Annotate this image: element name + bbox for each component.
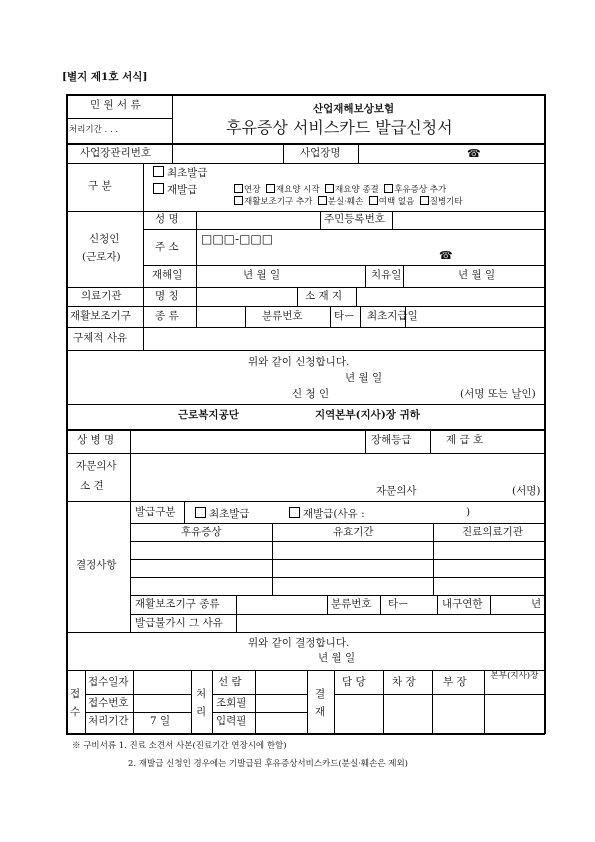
class-no-prefix: 타ー [334,310,355,322]
reason-symptom-add[interactable]: 후유증상 추가 [384,185,446,195]
rrn-label: 주민등록번호 [324,213,385,225]
cure-date-field[interactable]: 년 월 일 [458,269,496,281]
form-title: 후유증상 서비스카드 발급신청서 [226,118,453,137]
decision-rehab-type-label: 재활보조기구 종류 [135,598,220,610]
reason-options-line2 [234,196,463,207]
decision-declaration-text: 위와 같이 결정합니다. [248,637,350,649]
durability-unit: 년 [531,598,542,610]
specific-reason-field[interactable] [144,328,543,349]
class-no-label: 분류번호 [262,310,303,322]
processing-label: 처 리 [196,688,207,718]
first-pay-date-label: 최초지급일 [367,310,418,322]
form-number-tag: [별지 제1호 서식] [62,71,148,83]
reason-rehab-end[interactable]: 재요양 종결 [325,185,379,195]
injury-date-field[interactable]: 년 월 일 [243,269,281,281]
name-label: 성 명 [155,213,179,225]
disease-label: 상 병 명 [77,434,115,446]
refusal-reason-label: 발급불가시 그 사유 [135,617,223,629]
approval-col-staff: 담 당 [342,676,366,688]
decision-date[interactable]: 년 월 일 [318,652,356,664]
cure-date-label: 치유일 [371,269,402,281]
issue-type-label: 발급구분 [135,506,176,518]
reissue-label: 재발급 [167,184,198,196]
decision-class-no-label: 분류번호 [331,598,372,610]
category-label: 구 분 [88,180,112,192]
phone-icon: ☎ [439,249,453,262]
receipt-period-label: 처리기간 [88,715,129,727]
approval-label: 결 재 [315,688,326,718]
addressee-dest: 지역본부(지사)장 귀하 [315,409,420,421]
disability-grade-label: 장해등급 [371,434,412,446]
first-issue-label: 최초발급 [167,167,208,179]
reason-other[interactable]: 질병기타 [420,197,463,207]
advisory-sign-doctor: 자문의사 [376,485,417,497]
advisory-sign-label: (서명) [512,485,541,497]
reason-device-add[interactable]: 재활보조기구 추가 [234,197,312,207]
view-label: 선 람 [218,676,242,688]
applicant-sign-label: 신 청 인 [292,388,330,400]
workplace-name-label: 사업장명 [300,147,341,159]
reason-rehab-start[interactable]: 재요양 시작 [266,185,320,195]
reason-no-space[interactable]: 여백 없음 [369,197,415,207]
reissue-option[interactable] [153,183,197,196]
checkbox-icon [153,183,164,194]
received-docs-label: 민 원 서 류 [90,99,141,111]
medical-inst-label: 의료기관 [81,290,122,302]
receipt-no-label: 접수번호 [88,697,129,709]
advisory-doctor-label: 자문의사 [76,460,117,472]
injury-date-label: 재해일 [152,269,183,281]
decision-class-prefix: 타ー [388,598,409,610]
receipt-period-value: 7 일 [150,715,171,727]
receipt-date-label: 접수일자 [88,676,129,688]
processing-period-label: 처리기간 . . . [69,125,119,135]
checkbox-icon [289,507,300,518]
agency-name: 산업재해보상보험 [313,103,395,115]
footnote-reissue-docs: 2. 재발급 신청인 경우에는 기발급된 후유증상서비스카드(분실·훼손은 제외) [128,759,408,769]
receipt-label: 접 수 [70,688,81,718]
input-check-label: 입력필 [216,715,247,727]
reason-extension[interactable]: 연장 [234,185,260,195]
checkbox-icon [195,507,206,518]
decision-first-issue-option[interactable]: 최초발급 [195,507,250,520]
decision-reissue-option[interactable]: 재발급(사유 : [289,507,365,520]
durability-label: 내구연한 [442,598,483,610]
approval-col-branch-head: 본부(지사)장 [490,671,539,681]
declaration-text: 위와 같이 신청합니다. [248,356,350,368]
approval-col-deputy: 차 장 [392,676,416,688]
decision-label: 결정사항 [76,559,117,571]
name-field[interactable] [197,212,319,228]
col-clinic: 진료의료기관 [462,526,523,538]
col-symptom: 후유증상 [181,526,222,538]
specific-reason-label: 구체적 사유 [73,332,128,344]
rehab-device-label: 재활보조기구 [70,310,131,322]
worker-label: (근로자) [82,251,121,263]
approval-col-manager: 부 장 [443,676,467,688]
reissue-close: ) [466,506,471,518]
query-check-label: 조회필 [216,697,247,709]
rehab-type-label: 종 류 [155,310,179,322]
footnote-required-docs: ※ 구비서류 1. 진료 소견서 사본(진료기간 연장시에 한함) [72,741,287,751]
rrn-field[interactable] [393,212,543,228]
medical-name-label: 명 칭 [155,290,179,302]
workplace-reg-no-label: 사업장관리번호 [80,147,152,159]
agency-org-name: 근로복지공단 [178,409,239,421]
disability-grade-field[interactable]: 제 급 호 [446,434,484,446]
checkbox-icon [153,166,164,177]
col-valid-period: 유효기간 [333,526,374,538]
declaration-date[interactable]: 년 월 일 [345,372,383,384]
reason-lost-damaged[interactable]: 분실·훼손 [318,197,364,207]
first-issue-option[interactable] [153,166,208,179]
opinion-label: 소 견 [80,480,104,492]
reason-options-line1 [234,184,446,195]
address-label: 주 소 [155,241,179,253]
applicant-label: 신청인 [89,233,120,245]
medical-location-label: 소 재 지 [305,290,343,302]
phone-icon: ☎ [467,147,481,160]
signature-note: (서명 또는 날인) [460,388,536,400]
postal-code-boxes[interactable]: □□□-□□□ [201,232,274,246]
